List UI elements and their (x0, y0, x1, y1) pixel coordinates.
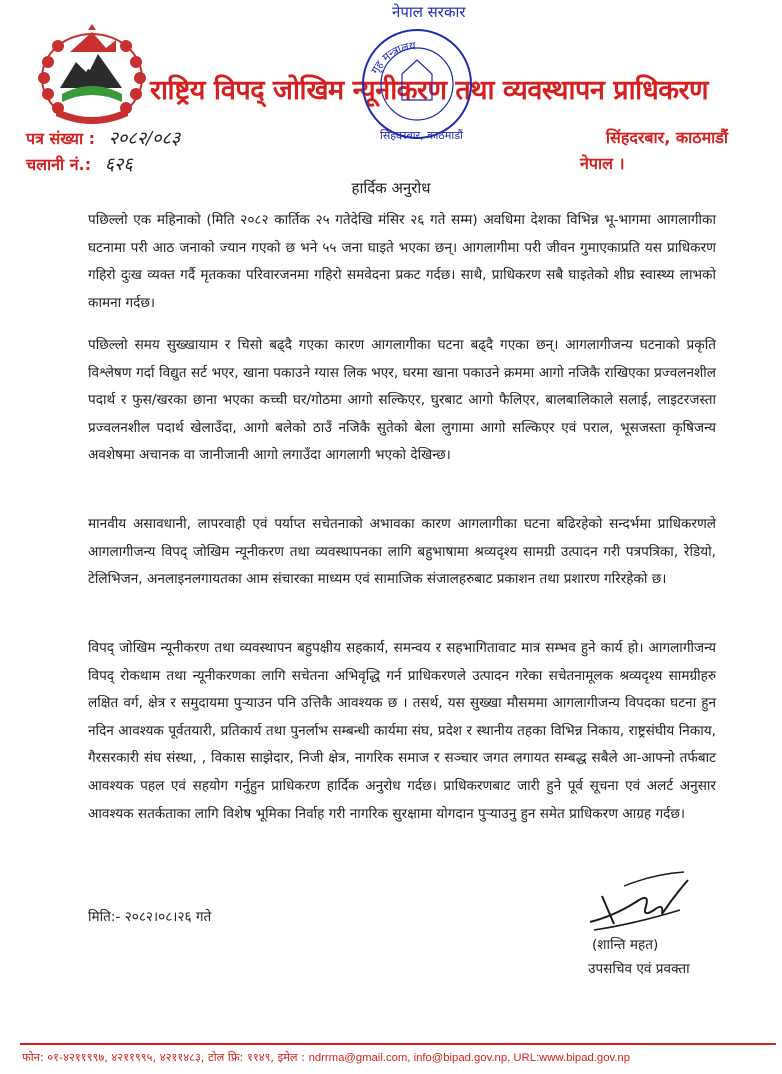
body-paragraph-4: विपद् जोखिम न्यूनीकरण तथा व्यवस्थापन बहुपक्षीय सहकार्य, समन्वय र सहभागितावाट मात्र सम्भव हुने कार्य हो। आगलागीजन्य विपद् रोकथाम तथा न्यूनीकरणका लागि सचेतना अभिवृद्धि गर्न प्राधिकरणले उत्पादन गरेका सचेतनामूलक श्रव्यदृश्य सामग्रीहरु लक्षित वर्ग, क्षेत्र र समुदायमा पुऱ्याउन पनि उत्तिकै आवश्यक छ । तसर्थ, यस सुख्खा मौसममा आगलागीजन्य विपदका घटना हुन नदिन आवश्यक पूर्वतयारी, प्रतिकार्य तथा पुनर्लाभ सम्बन्धी कार्यमा संघ, प्रदेश र स्थानीय तहका विभिन्न निकाय, राष्ट्रसंघीय निकाय, गैरसरकारी संघ संस्था, , विकास साझेदार, निजी क्षेत्र, नागरिक समाज र सञ्चार जगत लगायत सम्बद्ध सबैले आ-आफ्नो तर्फबाट आवश्यक पहल एवं सहयोग गर्नुहुन प्राधिकरण हार्दिक अनुरोध गर्दछ। प्राधिकरणबाट जारी हुने पूर्व सूचना एवं अलर्ट अनुसार आवश्यक सतर्कताका लागि विशेष भूमिका निर्वाह गरी नागरिक सुरक्षामा योगदान पुऱ्याउनु हुन समेत प्राधिकरण आग्रह गर्दछ। (88, 640, 716, 822)
ministry-stamp-icon (352, 14, 482, 146)
body-paragraph-1: पछिल्लो एक महिनाको (मिति २०८२ कार्तिक २५ गतेदेखि मंसिर २६ गते सम्म) अवधिमा देशका विभिन्न भू-भागमा आगलागीका घटनामा परी आठ जनाको ज्यान गएको छ भने ५५ जना घाइते भएका छन्। आगलागीमा परी जीवन गुमाएकाप्रति यस प्राधिकरण गहिरो दुःख व्यक्त गर्दै मृतकका परिवारजनमा गहिरो समवेदना प्रकट गर्दछ। साथै, प्राधिकरण सबै घाइतेको शीघ्र स्वास्थ्य लाभको कामना गर्दछ। (88, 212, 716, 311)
signatory-name: (शान्ति महत) (592, 937, 659, 953)
footer-email-url: ndrrma@gmail.com, info@bipad.gov.np, URL:www.bipad.gov.np (308, 1052, 630, 1064)
stamp-ring-text: गृह मन्त्रालय (368, 39, 417, 76)
address-line-2: नेपाल । (580, 154, 625, 173)
body-paragraph-3: मानवीय असावधानी, लापरवाही एवं पर्याप्त सचेतनाको अभावका कारण आगलागीका घटना बढिरहेको सन्दर्भमा प्राधिकरणले आगलागीजन्य विपद् जोखिम न्यूनीकरण तथा व्यवस्थापनका लागि बहुभाषामा श्रव्यदृश्य सामग्री उत्पादन गरी पत्रपत्रिका, रेडियो, टेलिभिजन, अनलाइनलगायतका आम संचारका माध्यम एवं सामाजिक संजालहरुबाट प्रकाशन तथा प्रशारण गरिरहेको छ। (88, 516, 716, 588)
reference-label: पत्र संख्या : (26, 129, 96, 148)
footer-divider (20, 1043, 776, 1045)
organization-title: राष्ट्रिय विपद् जोखिम न्यूनीकरण तथा व्यवस्थापन प्राधिकरण (150, 75, 709, 106)
body-paragraph-2: पछिल्लो समय सुख्खायाम र चिसो बढ्दै गएका कारण आगलागीका घटना बढ्दै गएका छन्। आगलागीजन्य घटनाको प्रकृति विश्लेषण गर्दा विद्युत सर्ट भएर, खाना पकाउने ग्यास लिक भएर, घरमा खाना पकाउने क्रममा आगो नजिकै राखिएका प्रज्वलनशील पदार्थ र फुस/खरका छाना भएका कच्ची घर/गोठमा आगो सल्किएर, घुरबाट आगो फैलिएर, बालबालिकाले सलाई, लाइटरजस्ता प्रज्वलनशील पदार्थ खेलाउँदा, आगो बलेको ठाउँ नजिकै सुतेको बेला लुगामा आगो सल्किएर एवं पराल, भूसजस्ता कृषिजन्य अवशेषमा अचानक वा जानीजानी आगो लगाउँदा आगलागी भएको देखिन्छ। (88, 337, 716, 464)
nepal-emblem-icon (36, 22, 148, 126)
footer-contact (22, 1050, 630, 1065)
stamp-bottom-text: सिंहदरबार, काठमाडौं (380, 129, 463, 142)
svg-text:गृह मन्त्रालय (368, 39, 416, 76)
footer-phone: फोन: ०१-४२११९९७, ४२११९९५, ४२११४८३, टोल फ्रि: ११४९, इमेल : (22, 1051, 309, 1064)
letter-heading: हार्दिक अनुरोध (351, 179, 431, 197)
reference-value: २०८२/०८३ (108, 128, 181, 149)
address-line-1: सिंहदरबार, काठमाडौं (605, 128, 728, 147)
dispatch-value: ६२६ (104, 154, 133, 175)
signature-icon (584, 866, 696, 940)
stamp-top-text: नेपाल सरकार (392, 3, 466, 21)
reference-number-row (26, 126, 180, 150)
dispatch-label: चलानी नं.: (26, 155, 92, 174)
dispatch-number-row (26, 152, 133, 176)
date-line: मिति:- २०८२।०८।२६ गते (88, 909, 212, 925)
signatory-title: उपसचिव एवं प्रवक्ता (588, 961, 690, 977)
